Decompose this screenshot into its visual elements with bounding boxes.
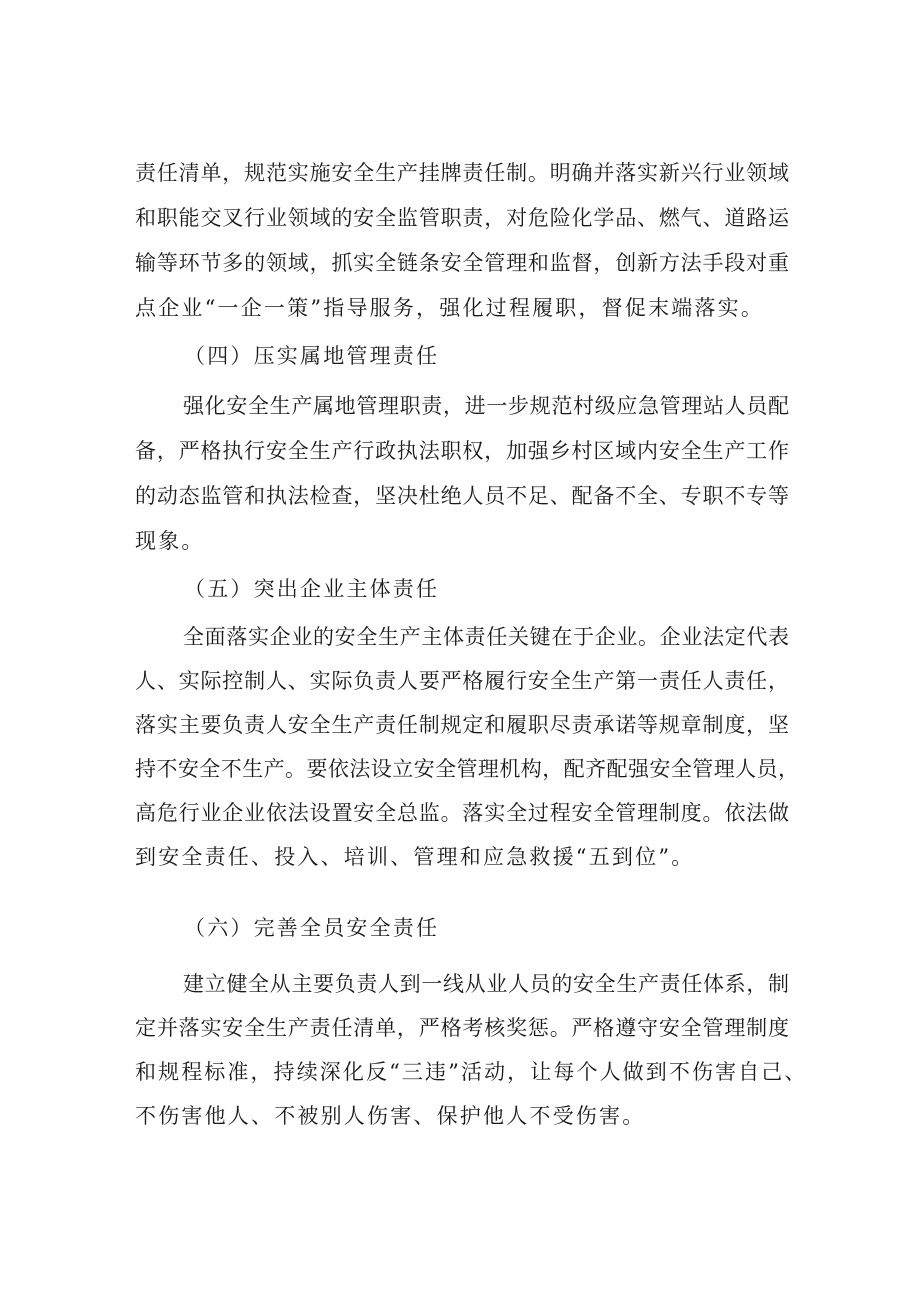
paragraph-line: 强化安全生产属地管理职责，进一步规范村级应急管理站人员配 xyxy=(183,394,789,418)
paragraph-line: 的动态监管和执法检查，坚决杜绝人员不足、配备不全、专职不专等 xyxy=(135,484,789,508)
section-heading: （四）压实属地管理责任 xyxy=(184,344,440,368)
paragraph-line: 持不安全不生产。要依法设立安全管理机构，配齐配强安全管理人员， xyxy=(135,757,799,781)
paragraph-line: 人、实际控制人、实际负责人要严格履行安全生产第一责任人责任， xyxy=(135,669,789,693)
paragraph-line: 到安全责任、投入、培训、管理和应急救援“五到位”。 xyxy=(135,845,695,869)
paragraph-line: 点企业“一企一策”指导服务，强化过程履职，督促末端落实。 xyxy=(135,296,765,320)
paragraph-line: 和规程标准，持续深化反“三违”活动，让每个人做到不伤害自己、 xyxy=(135,1060,808,1084)
paragraph-line: 和职能交叉行业领域的安全监管职责，对危险化学品、燃气、道路运 xyxy=(135,206,789,230)
paragraph-line: 高危行业企业依法设置安全总监。落实全过程安全管理制度。依法做 xyxy=(135,801,789,825)
paragraph-line: 备，严格执行安全生产行政执法职权，加强乡村区域内安全生产工作 xyxy=(135,439,789,463)
paragraph-line: 落实主要负责人安全生产责任制规定和履职尽责承诺等规章制度，坚 xyxy=(135,713,789,737)
section-heading: （六）完善全员安全责任 xyxy=(184,916,440,940)
paragraph-line: 建立健全从主要负责人到一线从业人员的安全生产责任体系，制 xyxy=(183,972,789,996)
paragraph-line: 输等环节多的领域，抓实全链条安全管理和监督，创新方法手段对重 xyxy=(135,251,789,275)
paragraph-line: 现象。 xyxy=(135,529,205,553)
paragraph-line: 定并落实安全生产责任清单，严格考核奖惩。严格遵守安全管理制度 xyxy=(135,1016,789,1040)
section-heading: （五）突出企业主体责任 xyxy=(184,577,440,601)
paragraph-line: 责任清单，规范实施安全生产挂牌责任制。明确并落实新兴行业领域 xyxy=(135,161,789,185)
paragraph-line: 全面落实企业的安全生产主体责任关键在于企业。企业法定代表 xyxy=(183,625,789,649)
paragraph-line: 不伤害他人、不被别人伤害、保护他人不受伤害。 xyxy=(135,1104,646,1128)
